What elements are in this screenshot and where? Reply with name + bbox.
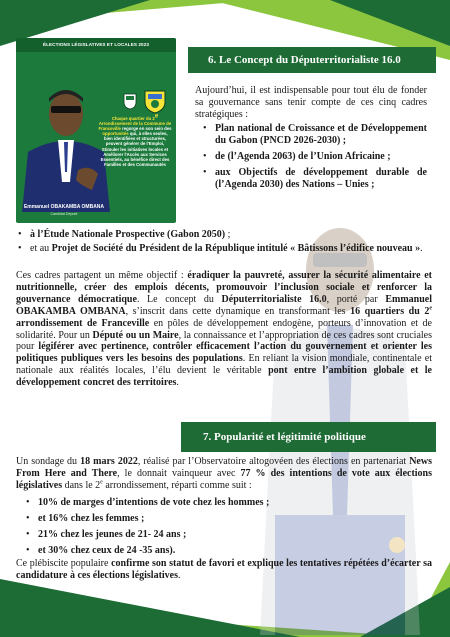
list-item <box>24 529 324 541</box>
strategic-frameworks-list <box>201 123 427 195</box>
poster-candidate-role: Candidat Député <box>50 212 78 216</box>
text-run: . <box>176 377 179 389</box>
list-item-text: 21% chez les jeunes de 21- 24 ans ; <box>38 529 187 540</box>
bold-run-part: arrondissement de Franceville <box>16 317 150 329</box>
bold-run: pont entre l’ambition globale et le développement concret des territoires <box>16 365 432 389</box>
list-item <box>24 545 324 557</box>
text-run: , porté par <box>326 293 386 305</box>
city-crest-emblem <box>122 92 138 110</box>
poster-text-1-sup: e <box>154 113 159 120</box>
list-item-text: aux Objectifs de développement durable de (l’Agenda 2030) des Nations – Unies ; <box>215 167 427 190</box>
superscript: e <box>429 305 433 312</box>
poster-text-4: opportunités <box>102 131 129 137</box>
bold-run: 77 % des intentions de vote aux élections législatives <box>16 467 433 491</box>
list-item-text: et 16% chez les femmes ; <box>38 513 145 524</box>
section-7-paragraph <box>16 456 432 492</box>
text-run: . En reliant la vision mondiale, continentale et nationale aux réalités locales, l’élu devient le véritable <box>16 353 432 377</box>
text-run: . Le concept du <box>136 293 222 305</box>
list-item <box>201 123 427 147</box>
list-item-text: de (l’Agenda 2063) de l’Union Africaine ; <box>215 151 391 162</box>
section-7-closing <box>16 558 432 582</box>
campaign-poster <box>16 38 176 223</box>
bold-run: Emmanuel OBAKAMBA OMBANA <box>16 293 432 317</box>
poster-text-5: qui, à elles seules, bien identifiées et structurées, peuvent générer de l'Emploi, Stimuler les initiatives locales et Améliorer l'Accès aux Services Essentiels, au bénéfice direct des Familles et des Communautés <box>100 131 170 167</box>
bold-run: Député ou un Maire <box>92 329 179 341</box>
bold-run-part: 16 quartiers du 2 <box>350 305 430 317</box>
list-item-text: . <box>420 243 423 254</box>
section-6-heading: 6. Le Concept du Députerritorialiste 16.0 <box>188 47 436 73</box>
strategic-frameworks-list-continued <box>16 229 430 257</box>
text-run: . <box>178 569 181 581</box>
list-item-bold: à l’Étude Nationale Prospective (Gabon 2050) <box>30 229 226 240</box>
list-item-text: et 30% chez ceux de 24 -35 ans). <box>38 545 176 556</box>
text-run: en pôles de développement endogène, porteurs d’innovation et de solidarité. Pour un <box>16 317 432 341</box>
text-run: Ces cadres partagent un même objectif : <box>16 270 188 281</box>
poll-results-list <box>24 497 324 561</box>
text-run: arrondissement, réparti comme suit : <box>102 479 252 491</box>
list-item <box>24 497 324 509</box>
poster-text-2: Arrondissement de la Commune de Franceville <box>98 121 172 132</box>
list-item-text: et au <box>30 243 52 254</box>
bold-run: éradiquer la pauvreté, assurer la sécurité alimentaire et nutritionnelle, créer des emplois décents, promouvoir l’inclusion sociale et renforcer la gouvernance démocratique <box>16 270 432 305</box>
list-item <box>16 243 430 255</box>
bold-run: Députerritorialiste 16.0 <box>221 293 327 305</box>
list-item-bold: Projet de Société du Président de la République intitulé « Bâtissons l’édifice nouveau » <box>51 243 421 254</box>
text-run: dans le 2 <box>62 479 101 491</box>
list-item <box>201 167 427 191</box>
poster-title: ÉLECTIONS LÉGISLATIVES ET LOCALES 2023 <box>42 42 150 47</box>
poster-candidate-name: Emmanuel OBAKAMBA OMBANA <box>23 204 105 210</box>
coat-of-arms-emblem <box>142 88 168 114</box>
poster-text-3: regorge en son sein des <box>122 126 172 132</box>
list-item-text: 10% de marges d’intentions de vote chez les hommes ; <box>38 497 270 508</box>
text-run: , la connaissance et l’appropriation de ces cadres sont cruciales pour <box>16 329 432 353</box>
section-6-intro: Aujourd’hui, il est indispensable pour tout élu de fonder sa gouvernance sans tenir compte de ces cinq cadres stratégiques : <box>195 85 427 120</box>
bold-run: confirme son statut de favori et explique les tentatives répétées d’écarter sa candidature à ces élections législatives <box>16 558 432 581</box>
list-item-text: ; <box>225 229 231 240</box>
section-6-paragraph <box>16 270 432 389</box>
text-run: , réalisé par l’Observatoire altogovéen des élections en partenariat <box>137 456 410 467</box>
bold-run: légiférer avec pertinence, contrôler efficacement l’action du gouvernement et orienter les politiques publiques vers les besoins des populations <box>16 341 432 365</box>
decor-top-right-dark <box>330 0 450 46</box>
list-item <box>16 229 430 241</box>
text-run: Ce plébiscite populaire <box>16 558 112 569</box>
poster-slogan <box>98 113 172 167</box>
section-7-heading: 7. Popularité et légitimité politique <box>181 422 436 452</box>
text-run: , le donnait vainqueur avec <box>117 467 241 479</box>
superscript: e <box>100 479 103 486</box>
bold-run: News From Here and There <box>16 456 432 479</box>
list-item <box>24 513 324 525</box>
list-item-text: Plan national de Croissance et de Développement du Gabon (PNCD 2026-2030) ; <box>215 123 427 146</box>
bold-run: 18 mars 2022 <box>80 456 138 467</box>
text-run: Un sondage du <box>16 456 81 467</box>
text-run: , s’inscrit dans cette dynamique en transformant les <box>125 305 351 317</box>
list-item <box>201 151 427 163</box>
poster-text-1: Chaque quartier du 2 <box>111 116 155 121</box>
